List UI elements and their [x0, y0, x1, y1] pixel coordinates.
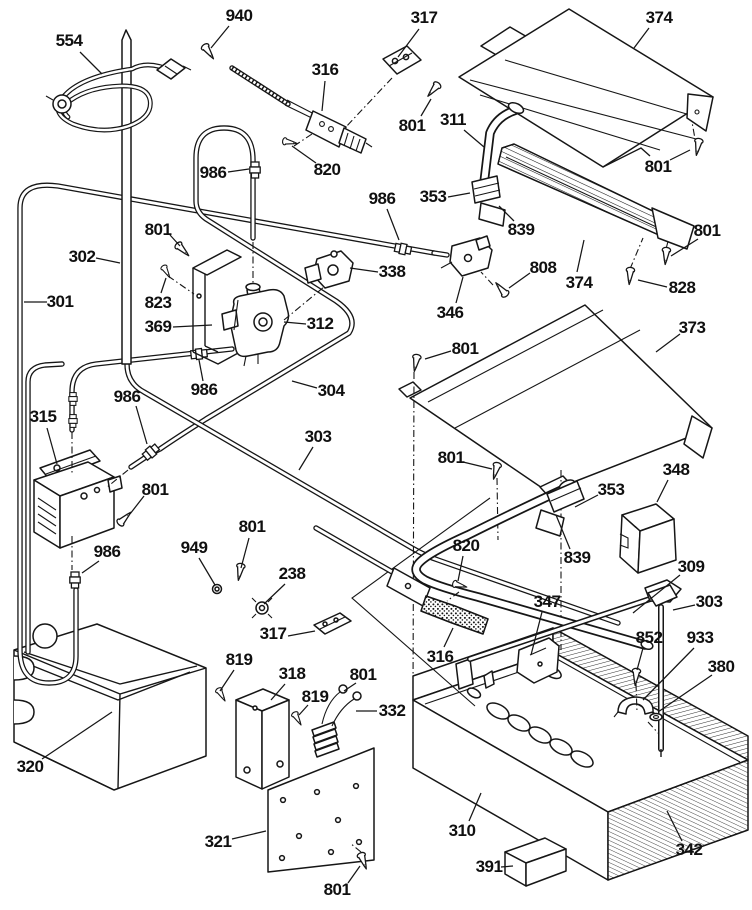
part-label-304: 304 [317, 381, 345, 400]
part-label-380: 380 [707, 657, 735, 676]
part-label-819: 819 [225, 650, 253, 669]
part-label-311: 311 [440, 110, 466, 129]
part-label-374: 374 [645, 8, 673, 27]
leader-line-373 [656, 334, 680, 352]
part-label-801: 801 [323, 880, 351, 899]
leader-line-819 [220, 670, 234, 691]
leader-line-302 [96, 258, 120, 263]
part-label-318: 318 [278, 664, 306, 683]
leader-line-801 [670, 150, 690, 160]
washer-380 [650, 714, 662, 721]
leader-line-823 [161, 278, 166, 293]
part-label-310: 310 [448, 821, 476, 840]
part-label-302: 302 [68, 247, 96, 266]
leader-line-303 [299, 447, 313, 470]
part-label-819: 819 [301, 687, 329, 706]
box-foot-391 [505, 838, 566, 886]
part-label-801: 801 [398, 116, 426, 135]
leader-line-986 [136, 406, 147, 444]
part-label-238: 238 [278, 564, 306, 583]
part-label-823: 823 [144, 293, 172, 312]
leader-line-315 [47, 428, 57, 464]
part-label-820: 820 [313, 160, 341, 179]
part-label-820: 820 [452, 536, 480, 555]
part-label-986: 986 [113, 387, 141, 406]
spark-module-318 [236, 689, 289, 789]
gas-valve-312 [222, 284, 289, 367]
part-label-309: 309 [677, 557, 705, 576]
leader-line-801 [425, 351, 451, 359]
part-label-986: 986 [368, 189, 396, 208]
part-label-801: 801 [349, 665, 377, 684]
leader-line-317 [288, 631, 315, 636]
leader-line-374 [577, 240, 584, 272]
leader-line-316 [444, 628, 453, 647]
channel-strip-302 [122, 30, 131, 364]
part-label-801: 801 [693, 221, 721, 240]
part-label-301: 301 [46, 292, 74, 311]
leader-line-828 [638, 280, 667, 287]
part-label-940: 940 [225, 6, 253, 25]
part-label-316: 316 [426, 647, 454, 666]
leader-line-808 [509, 273, 530, 288]
eyelet-949 [213, 585, 222, 594]
leader-line-321 [232, 831, 266, 839]
part-label-801: 801 [141, 480, 169, 499]
part-label-933: 933 [686, 628, 714, 647]
leader-line-346 [456, 277, 463, 303]
tube-collar-353-top [472, 176, 500, 203]
part-label-852: 852 [635, 628, 663, 647]
leader-line-338 [350, 268, 378, 272]
orifice-holder-346 [441, 236, 493, 285]
leader-line-986 [387, 209, 399, 240]
part-label-373: 373 [678, 318, 706, 337]
leader-line-374 [634, 28, 649, 48]
part-label-353: 353 [597, 480, 625, 499]
leader-line-949 [199, 558, 215, 585]
part-label-374: 374 [565, 273, 593, 292]
grommet-238 [252, 598, 272, 618]
part-label-801: 801 [144, 220, 172, 239]
leader-line-986 [228, 169, 249, 172]
part-label-949: 949 [180, 538, 208, 557]
leader-line-801 [421, 99, 431, 116]
part-label-801: 801 [238, 517, 266, 536]
part-label-316: 316 [311, 60, 339, 79]
oven-igniter-top-316 [232, 68, 372, 153]
leader-line-304 [292, 381, 317, 388]
part-label-346: 346 [436, 303, 464, 322]
leader-line-348 [657, 480, 668, 502]
leader-line-852 [637, 648, 643, 670]
part-label-801: 801 [437, 448, 465, 467]
leader-line-801 [241, 538, 249, 568]
part-label-348: 348 [662, 460, 690, 479]
air-shutter-block-348 [620, 504, 676, 573]
part-label-801: 801 [451, 339, 479, 358]
part-label-391: 391 [475, 857, 503, 876]
part-label-369: 369 [144, 317, 172, 336]
part-label-303: 303 [695, 592, 723, 611]
leader-line-303 [673, 605, 695, 610]
part-label-320: 320 [16, 757, 44, 776]
leader-line-311 [464, 130, 484, 147]
part-label-986: 986 [199, 163, 227, 182]
leader-line-316 [322, 81, 325, 111]
part-label-321: 321 [204, 832, 232, 851]
part-label-839: 839 [507, 220, 535, 239]
part-label-317: 317 [410, 8, 438, 27]
part-label-801: 801 [644, 157, 672, 176]
mounting-bracket-317-bottom [314, 613, 351, 634]
leader-line-554 [80, 52, 102, 74]
igniter-cable-554 [46, 59, 191, 130]
part-label-554: 554 [55, 31, 83, 50]
part-label-839: 839 [563, 548, 591, 567]
leader-line-986 [82, 561, 99, 573]
part-label-828: 828 [668, 278, 696, 297]
part-label-317: 317 [259, 624, 287, 643]
leader-line-801 [463, 462, 492, 469]
part-label-332: 332 [378, 701, 406, 720]
part-label-315: 315 [29, 407, 57, 426]
leader-line-820 [292, 146, 316, 163]
part-label-986: 986 [190, 380, 218, 399]
leader-line-238 [264, 584, 285, 604]
part-label-303: 303 [304, 427, 332, 446]
part-label-312: 312 [306, 314, 334, 333]
leader-line-986 [199, 360, 203, 381]
part-label-347: 347 [533, 592, 561, 611]
part-label-986: 986 [93, 542, 121, 561]
leader-line-353 [448, 193, 470, 197]
part-label-342: 342 [675, 840, 703, 859]
tube-support-839-top [479, 203, 505, 226]
part-label-353: 353 [419, 187, 447, 206]
leader-line-940 [211, 26, 229, 48]
part-label-808: 808 [529, 258, 557, 277]
part-label-338: 338 [378, 262, 406, 281]
